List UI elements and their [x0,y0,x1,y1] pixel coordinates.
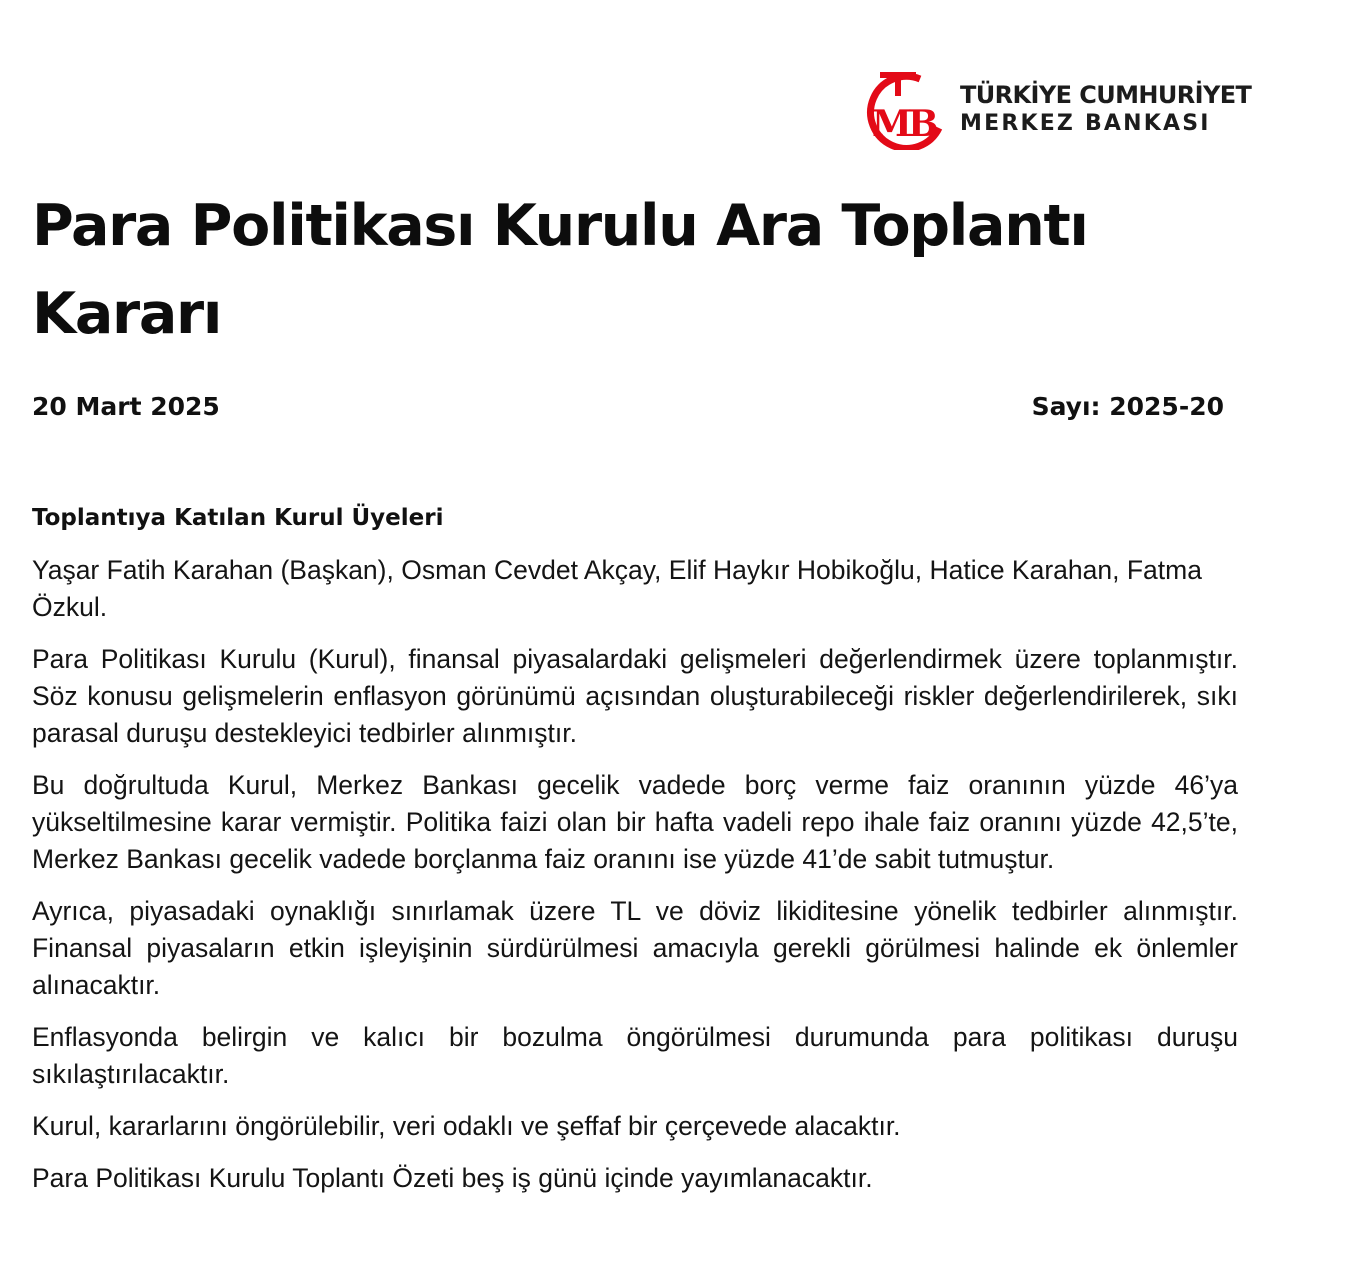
logo-line-1: TÜRKİYE CUMHURİYET [960,81,1252,109]
members-heading: Toplantıya Katılan Kurul Üyeleri [32,505,444,531]
logo-line-2: MERKEZ BANKASI [960,111,1211,136]
paragraph: Bu doğrultuda Kurul, Merkez Bankası gecelik vadede borç verme faiz oranının yüzde 46’ya yükseltilmesine karar vermiştir. Politika faizi olan bir hafta vadeli repo ihale faiz oranını yüzde 42,5’te, Merkez Bankası gecelik vadede borçlanma faiz oranını ise yüzde 41’de sabit tutmuştur. [32,770,1238,874]
page-title: Para Politikası Kurulu Ara Toplantı Kararı [32,193,1088,347]
issue-number: Sayı: 2025-20 [1031,392,1224,421]
paragraph: Para Politikası Kurulu Toplantı Özeti beş iş günü içinde yayımlanacaktır. [32,1163,873,1193]
tcmb-logo [860,70,1250,150]
paragraph: Enflasyonda belirgin ve kalıcı bir bozulma öngörülmesi durumunda para politikası duruşu sıkılaştırılacaktır. [32,1022,1238,1089]
publication-date: 20 Mart 2025 [32,392,220,421]
tcmb-emblem-icon [860,70,946,150]
svg-text:M: M [872,103,910,145]
paragraph: Ayrıca, piyasadaki oynaklığı sınırlamak üzere TL ve döviz likiditesine yönelik tedbirler alınmıştır. Finansal piyasaların etkin işleyişinin sürdürülmesi amacıyla gerekli görülmesi halinde ek önlemler alınacaktır. [32,896,1238,1000]
paragraph: Kurul, kararlarını öngörülebilir, veri odaklı ve şeffaf bir çerçevede alacaktır. [32,1111,901,1141]
document-body [32,552,1238,1212]
svg-text:B: B [908,103,939,145]
members-list: Yaşar Fatih Karahan (Başkan), Osman Cevdet Akçay, Elif Haykır Hobikoğlu, Hatice Karahan, Fatma Özkul. [32,555,1202,622]
logo-wordmark [960,81,1251,137]
paragraph: Para Politikası Kurulu (Kurul), finansal piyasalardaki gelişmeleri değerlendirmek üzere toplanmıştır. Söz konusu gelişmelerin enflasyon görünümü açısından oluşturabileceği riskler değerlendirilerek, sıkı parasal duruşu destekleyici tedbirler alınmıştır. [32,644,1238,748]
